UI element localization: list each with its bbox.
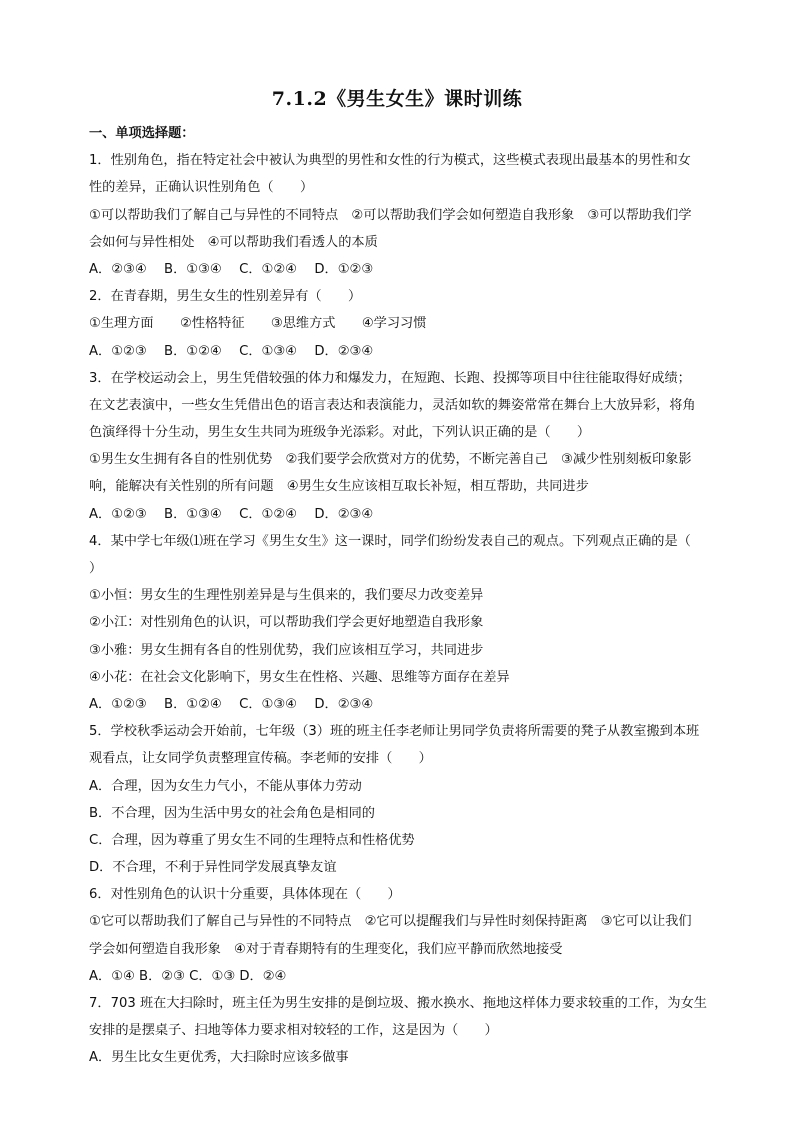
question-text-line: ①它可以帮助我们了解自己与异性的不同特点 ②它可以提醒我们与异性时刻保持距离 ③它可以让我们 [89,914,692,930]
answer-options-line: A．男生比女生更优秀，大扫除时应该多做事 [89,1050,349,1066]
question-text-line: 会如何与异性相处 ④可以帮助我们看透人的本质 [89,234,378,250]
answer-options-line: B．不合理，因为生活中男女的社会角色是相同的 [89,805,375,821]
question-text-line: ①男生女生拥有各自的性别优势 ②我们要学会欣赏对方的优势，不断完善自己 ③减少性别刻板印象影 [89,452,692,468]
section-heading: 一、单项选择题： [89,126,195,141]
question-text-line: ） [89,561,103,576]
question-text-line: 学会如何塑造自我形象 ④对于青春期特有的生理变化，我们应平静而欣然地接受 [89,941,563,957]
answer-options-line: A．①④ B．②③ C．①③ D．②④ [89,968,287,984]
question-text-line: 2．在青春期，男生女生的性别差异有（ ） [89,289,362,305]
question-text-line: ③小雅：男女生拥有各自的性别优势，我们应该相互学习，共同进步 [89,642,484,658]
answer-options-line: D．不合理，不利于异性同学发展真挚友谊 [89,860,337,876]
question-text-line: 7．703 班在大扫除时，班主任为男生安排的是倒垃圾、搬水换水、拖地这样体力要求较重的工作，为女生 [89,996,707,1011]
question-text-line: ②小江：对性别角色的认识，可以帮助我们学会更好地塑造自我形象 [89,615,484,631]
answer-options-line: C．合理，因为尊重了男女生不同的生理特点和性格优势 [89,832,415,848]
question-text-line: 响，能解决有关性别的所有问题 ④男生女生应该相互取长补短，相互帮助，共同进步 [89,479,589,495]
question-text-line: 安排的是摆桌子、扫地等体力要求相对较轻的工作，这是因为（ ） [89,1023,498,1039]
question-text-line: 1．性别角色，指在特定社会中被认为典型的男性和女性的行为模式，这些模式表现出最基本的男性和女 [89,153,691,169]
answer-options-line: A．①②③ B．①③④ C．①②④ D．②③④ [89,506,374,522]
question-text-line: ①小恒：男女生的生理性别差异是与生俱来的，我们要尽力改变差异 [89,588,484,604]
question-text-line: 观看点，让女同学负责整理宣传稿。李老师的安排（ ） [89,751,432,767]
answer-options-line: A．②③④ B．①③④ C．①②④ D．①②③ [89,261,374,277]
question-text-line: ①可以帮助我们了解自己与异性的不同特点 ②可以帮助我们学会如何塑造自我形象 ③可以帮助我们学 [89,207,692,223]
question-text-line: 3．在学校运动会上，男生凭借较强的体力和爆发力，在短跑、长跑、投掷等项目中往往能取得好成绩； [89,370,691,386]
question-text-line: 在文艺表演中，一些女生凭借出色的语言表达和表演能力，灵活如软的舞姿常常在舞台上大放异彩，将角 [89,397,696,413]
answer-options-line: A．合理，因为女生力气小，不能从事体力劳动 [89,778,362,794]
answer-options-line: A．①②③ B．①②④ C．①③④ D．②③④ [89,696,374,712]
question-text-line: 4．某中学七年级⑴班在学习《男生女生》这一课时，同学们纷纷发表自己的观点。下列观点正确的是（ [89,533,691,549]
question-text-line: 色演绎得十分生动，男生女生共同为班级争光添彩。对此，下列认识正确的是（ ） [89,425,591,441]
question-text-line: 5．学校秋季运动会开始前，七年级（3）班的班主任李老师让男同学负责将所需要的凳子从教室搬到本班 [89,724,700,740]
question-text-line: 性的差异，正确认识性别角色（ ） [89,180,314,196]
question-text-line: 6．对性别角色的认识十分重要，具体体现在（ ） [89,887,401,903]
answer-options-line: A．①②③ B．①②④ C．①③④ D．②③④ [89,343,374,359]
question-list [89,120,739,1072]
question-text-line: ④小花：在社会文化影响下，男女生在性格、兴趣、思维等方面存在差异 [89,669,510,685]
page-title: 7.1.2《男生女生》课时训练 [271,88,523,110]
question-text-line: ①生理方面 ②性格特征 ③思维方式 ④学习习惯 [89,316,427,332]
